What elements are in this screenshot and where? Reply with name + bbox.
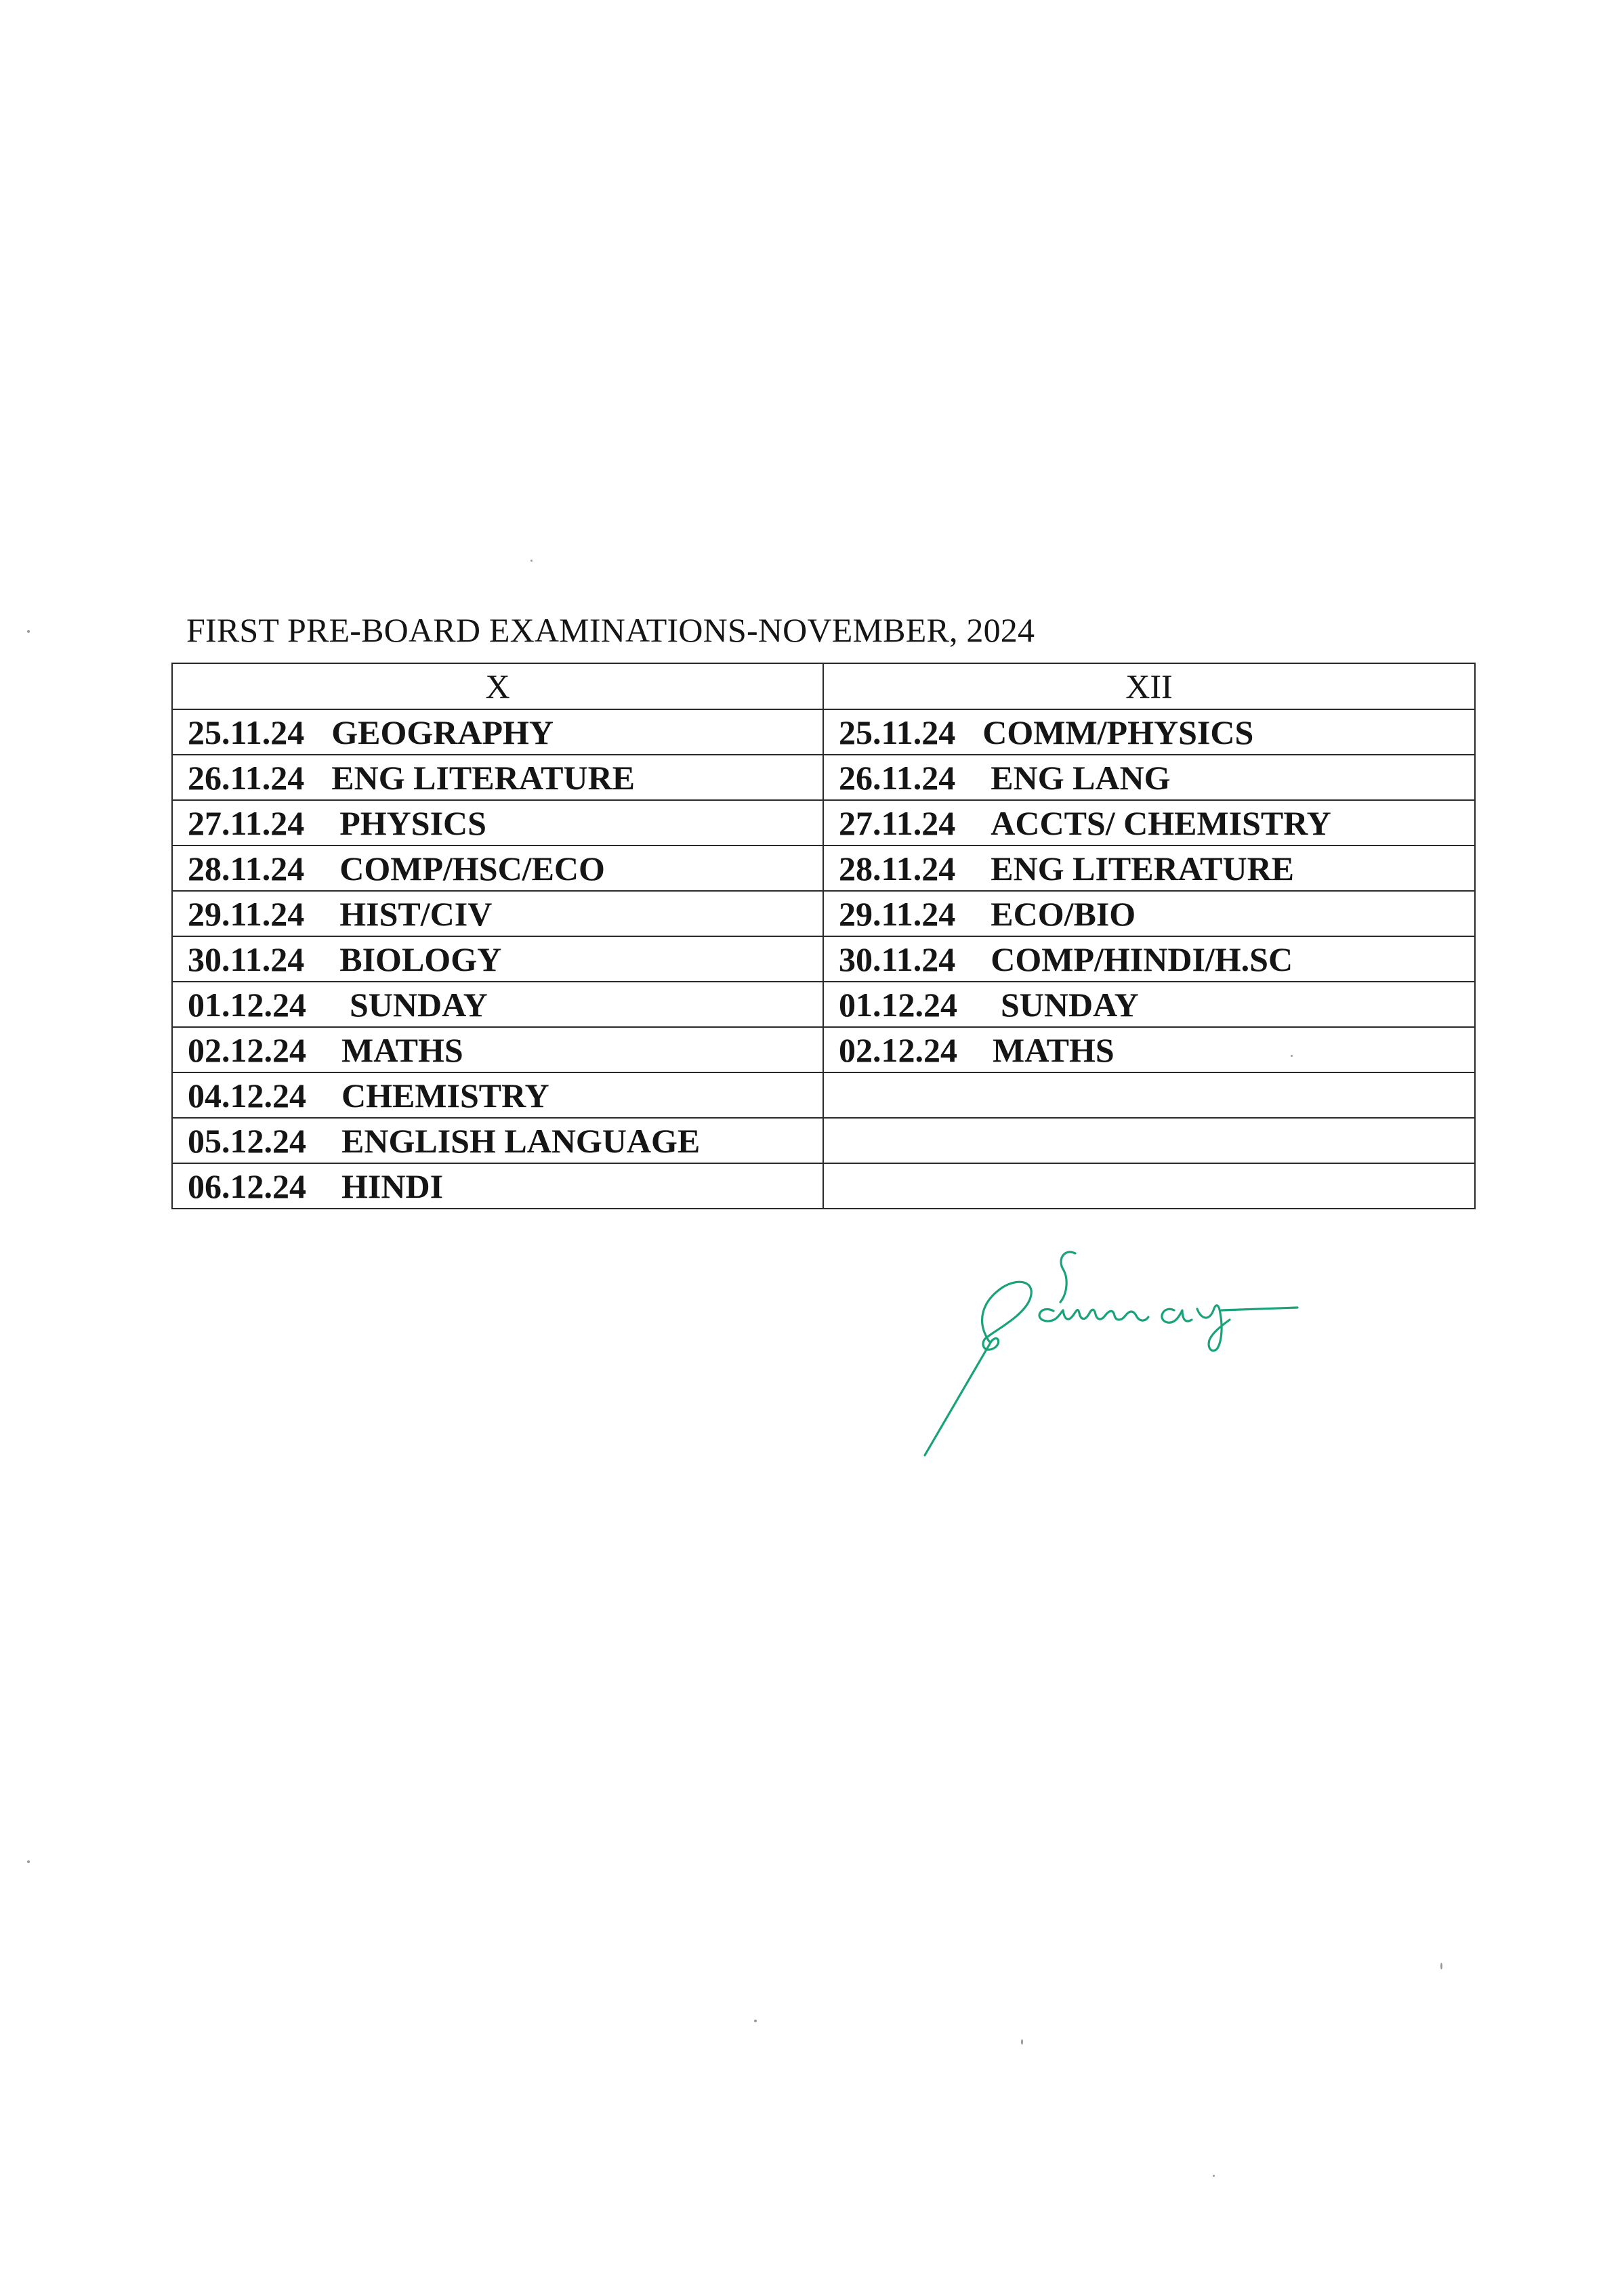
schedule-body bbox=[172, 709, 1475, 1209]
exam-date: 26.11.24 bbox=[188, 758, 305, 797]
cell-class-xii bbox=[823, 982, 1475, 1027]
scan-speck bbox=[754, 2020, 757, 2022]
cell-class-x bbox=[172, 1027, 823, 1072]
exam-subject: ENG LANG bbox=[991, 758, 1171, 797]
exam-subject: ENG LITERATURE bbox=[331, 758, 636, 797]
cell-class-x bbox=[172, 1118, 823, 1163]
table-row bbox=[172, 1163, 1475, 1209]
exam-subject: MATHS bbox=[341, 1030, 463, 1069]
exam-subject: HIST/CIV bbox=[339, 894, 493, 933]
exam-schedule-table bbox=[171, 663, 1476, 1209]
table-row bbox=[172, 755, 1475, 800]
cell-class-xii bbox=[823, 1118, 1475, 1163]
exam-subject: SUNDAY bbox=[350, 985, 488, 1024]
cell-class-xii bbox=[823, 1163, 1475, 1209]
scan-speck bbox=[530, 560, 533, 562]
exam-subject: BIOLOGY bbox=[339, 940, 502, 978]
cell-class-xii bbox=[823, 800, 1475, 846]
exam-date: 06.12.24 bbox=[188, 1167, 306, 1205]
table-header-row bbox=[172, 663, 1475, 709]
scan-speck bbox=[1213, 2175, 1215, 2177]
exam-date: 04.12.24 bbox=[188, 1076, 306, 1114]
exam-subject: GEOGRAPHY bbox=[331, 713, 554, 751]
exam-subject: ENGLISH LANGUAGE bbox=[341, 1121, 701, 1160]
scan-speck bbox=[1291, 1055, 1293, 1057]
exam-subject: COMP/HSC/ECO bbox=[339, 849, 605, 888]
exam-date: 02.12.24 bbox=[188, 1030, 306, 1069]
signature bbox=[918, 1240, 1325, 1463]
exam-date: 25.11.24 bbox=[839, 713, 956, 751]
exam-date: 27.11.24 bbox=[188, 803, 305, 842]
cell-class-xii bbox=[823, 709, 1475, 755]
exam-subject: ENG LITERATURE bbox=[991, 849, 1295, 888]
exam-date: 02.12.24 bbox=[839, 1030, 957, 1069]
cell-class-x bbox=[172, 755, 823, 800]
exam-date: 25.11.24 bbox=[188, 713, 305, 751]
exam-date: 30.11.24 bbox=[839, 940, 956, 978]
cell-class-x bbox=[172, 982, 823, 1027]
exam-subject: COMP/HINDI/H.SC bbox=[991, 940, 1293, 978]
exam-date: 05.12.24 bbox=[188, 1121, 306, 1160]
exam-date: 29.11.24 bbox=[839, 894, 956, 933]
exam-date: 01.12.24 bbox=[188, 985, 306, 1024]
cell-class-x bbox=[172, 936, 823, 982]
table-row bbox=[172, 846, 1475, 891]
table-row bbox=[172, 891, 1475, 936]
exam-date: 01.12.24 bbox=[839, 985, 957, 1024]
cell-class-xii bbox=[823, 846, 1475, 891]
cell-class-x bbox=[172, 1163, 823, 1209]
exam-subject: ACCTS/ CHEMISTRY bbox=[991, 803, 1331, 842]
exam-subject: MATHS bbox=[993, 1030, 1115, 1069]
exam-subject: ECO/BIO bbox=[991, 894, 1136, 933]
table-row bbox=[172, 800, 1475, 846]
table-row bbox=[172, 1027, 1475, 1072]
cell-class-x bbox=[172, 800, 823, 846]
scan-speck bbox=[27, 1860, 30, 1863]
exam-subject: CHEMISTRY bbox=[341, 1076, 549, 1114]
scan-speck bbox=[1021, 2039, 1023, 2045]
exam-date: 27.11.24 bbox=[839, 803, 956, 842]
exam-date: 26.11.24 bbox=[839, 758, 956, 797]
cell-class-xii bbox=[823, 1072, 1475, 1118]
cell-class-xii bbox=[823, 936, 1475, 982]
table-row bbox=[172, 1118, 1475, 1163]
cell-class-x bbox=[172, 709, 823, 755]
exam-subject: HINDI bbox=[341, 1167, 444, 1205]
scan-speck bbox=[1440, 1963, 1442, 1969]
exam-date: 30.11.24 bbox=[188, 940, 305, 978]
exam-subject: PHYSICS bbox=[339, 803, 486, 842]
exam-subject: COMM/PHYSICS bbox=[982, 713, 1254, 751]
column-header-x: X bbox=[172, 663, 823, 709]
exam-subject: SUNDAY bbox=[1001, 985, 1139, 1024]
cell-class-xii bbox=[823, 755, 1475, 800]
cell-class-xii bbox=[823, 1027, 1475, 1072]
cell-class-xii bbox=[823, 891, 1475, 936]
table-row bbox=[172, 1072, 1475, 1118]
cell-class-x bbox=[172, 1072, 823, 1118]
scan-speck bbox=[27, 630, 30, 633]
cell-class-x bbox=[172, 891, 823, 936]
document-title: FIRST PRE-BOARD EXAMINATIONS-NOVEMBER, 2024 bbox=[186, 611, 1035, 649]
cell-class-x bbox=[172, 846, 823, 891]
exam-date: 28.11.24 bbox=[188, 849, 305, 888]
table-row bbox=[172, 936, 1475, 982]
table-row bbox=[172, 709, 1475, 755]
column-header-xii: XII bbox=[823, 663, 1475, 709]
exam-date: 29.11.24 bbox=[188, 894, 305, 933]
table-row bbox=[172, 982, 1475, 1027]
exam-date: 28.11.24 bbox=[839, 849, 956, 888]
